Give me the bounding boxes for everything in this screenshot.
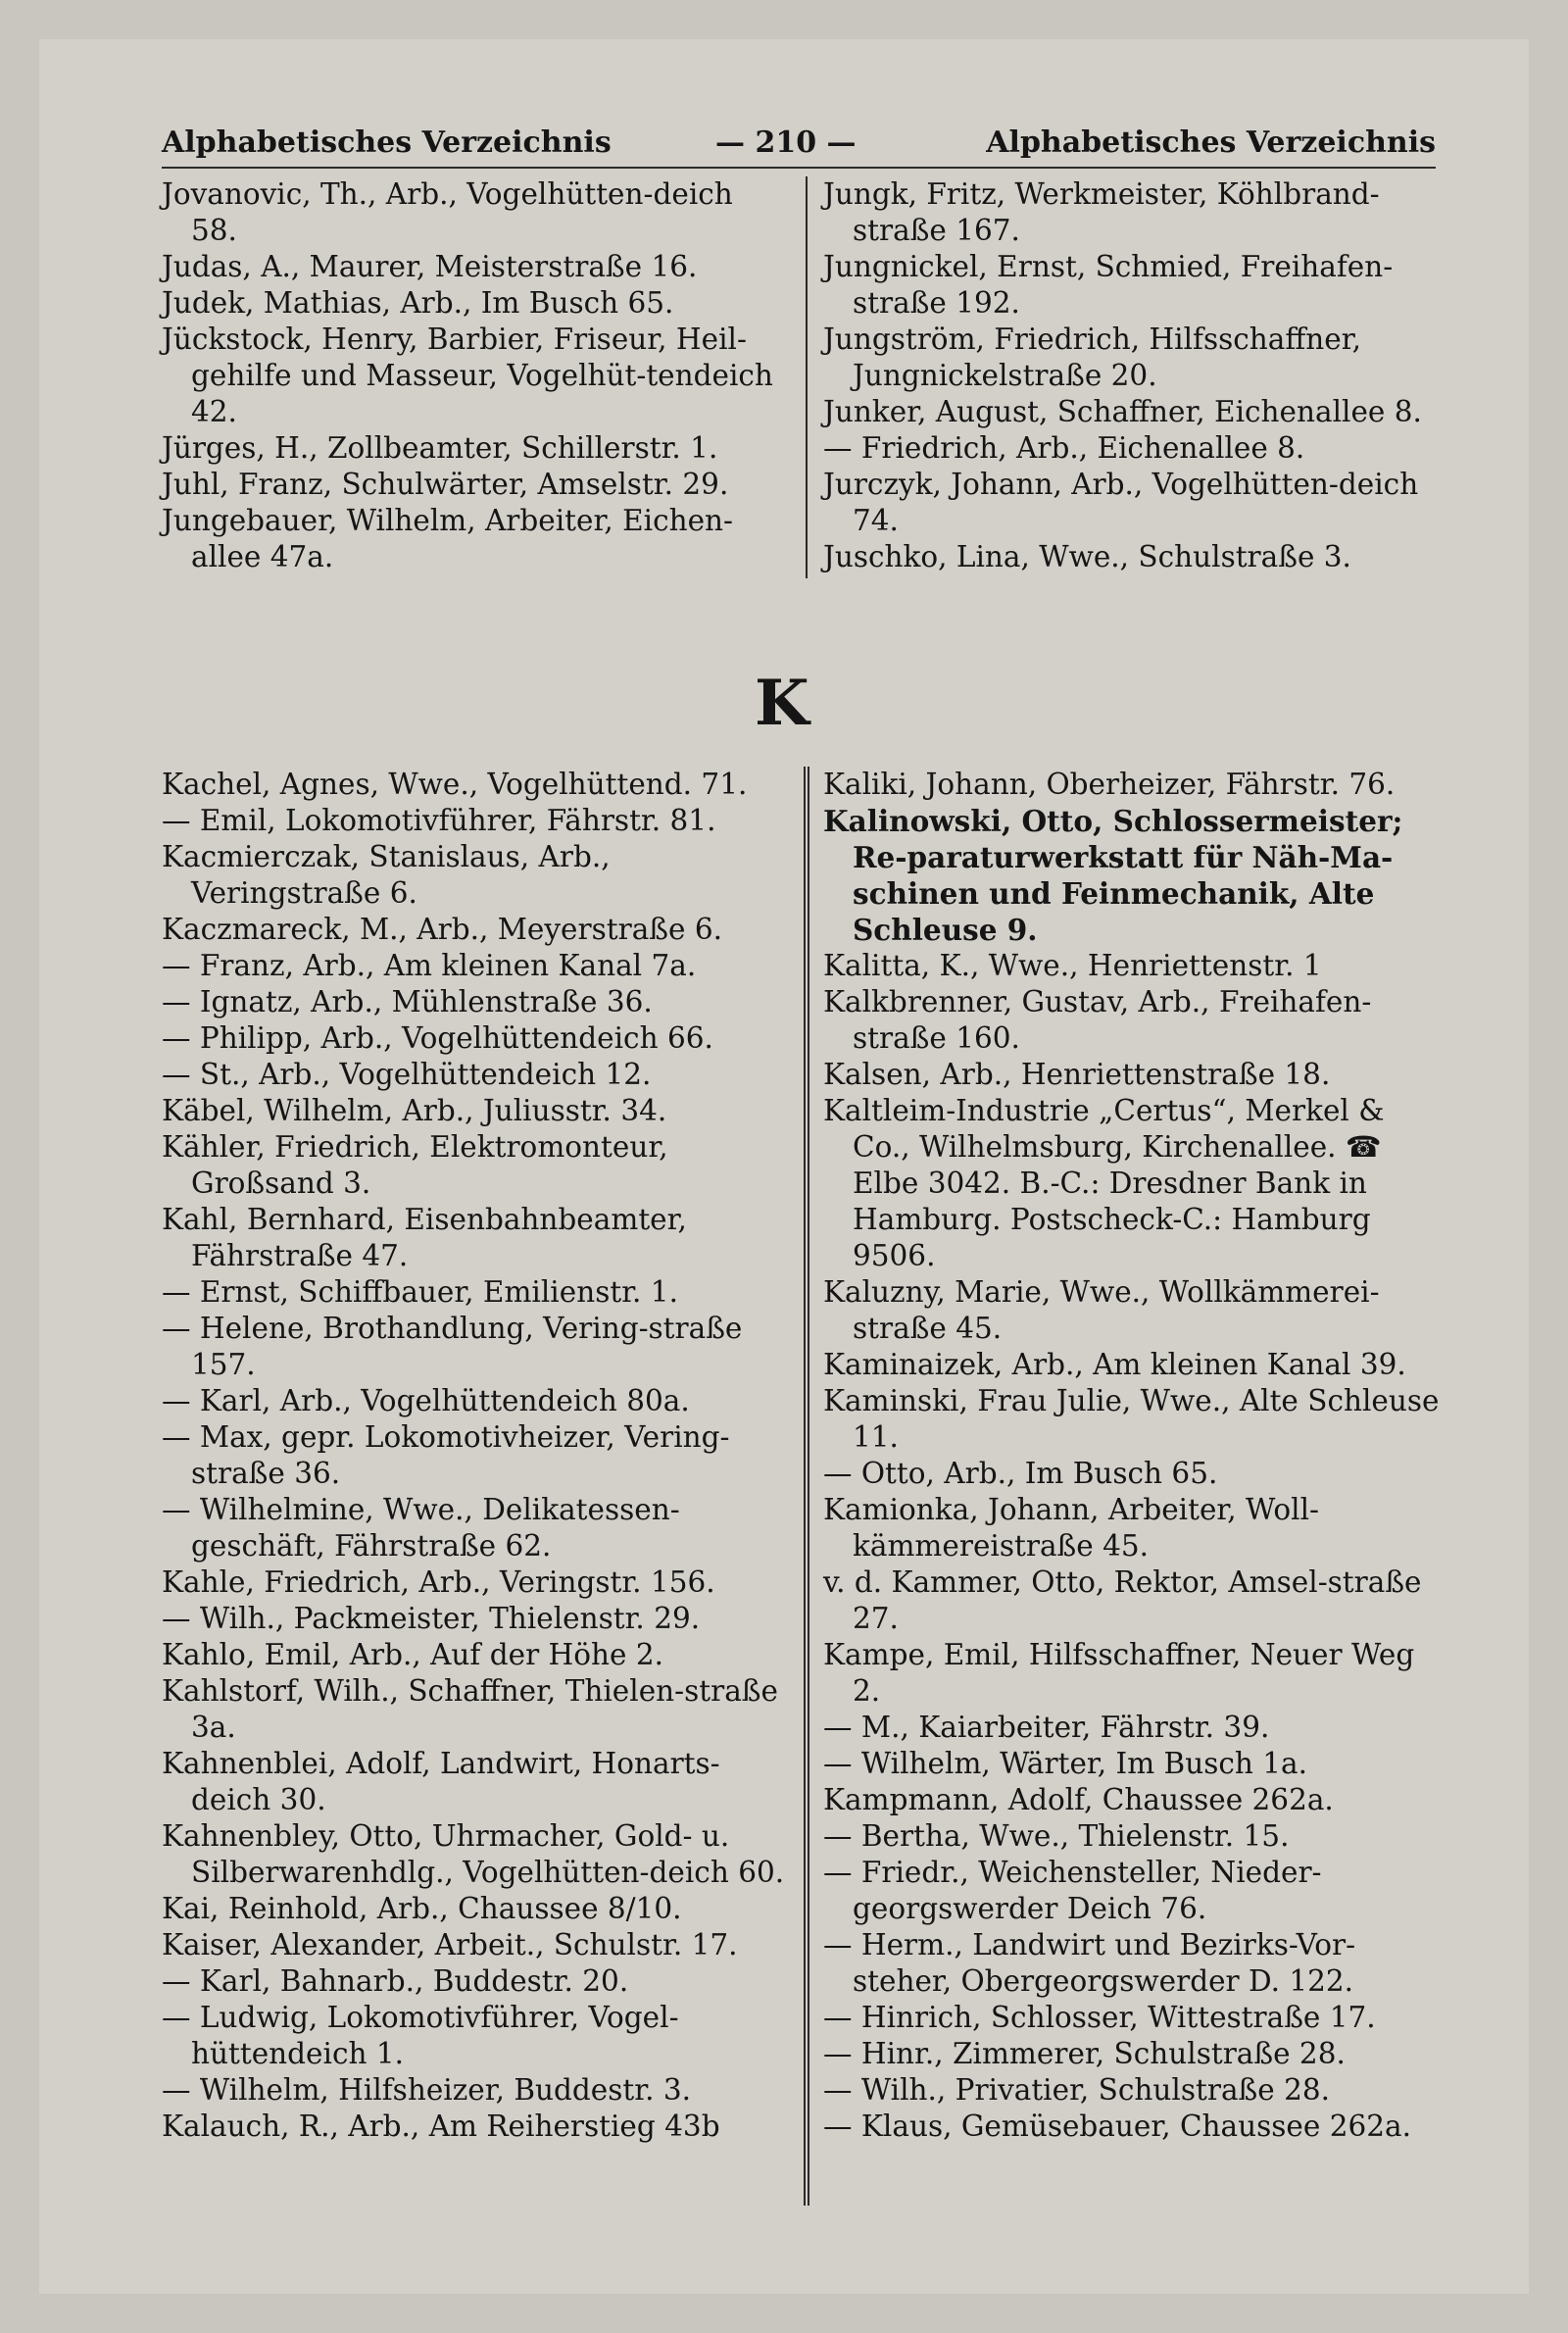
running-head-right: Alphabetisches Verzeichnis <box>986 125 1436 160</box>
directory-entry: Kaminaizek, Arb., Am kleinen Kanal 39. <box>823 1348 1406 1381</box>
directory-entry: Kahnenbley, Otto, Uhrmacher, Gold- u. Silberwarenhdlg., Vogelhütten-deich 60. <box>162 1819 785 1889</box>
directory-entry: — Wilhelmine, Wwe., Delikatessen-geschäft, Fährstraße 62. <box>162 1493 680 1563</box>
directory-entry: Kahlstorf, Wilh., Schaffner, Thielen-straße 3a. <box>162 1674 778 1744</box>
section-letter-heading: K <box>755 667 809 740</box>
directory-entry: Kalsen, Arb., Henriettenstraße 18. <box>823 1058 1331 1091</box>
directory-entry: — Ernst, Schiffbauer, Emilienstr. 1. <box>162 1275 678 1309</box>
column-divider-top <box>806 176 808 578</box>
directory-entry: Kai, Reinhold, Arb., Chaussee 8/10. <box>162 1892 682 1925</box>
directory-entry: Kaiser, Alexander, Arbeit., Schulstr. 17. <box>162 1928 738 1961</box>
directory-entry: — Emil, Lokomotivführer, Fährstr. 81. <box>162 804 716 837</box>
directory-entry: — Otto, Arb., Im Busch 65. <box>823 1457 1218 1490</box>
top-left-column <box>162 176 784 575</box>
directory-entry: — Wilh., Privatier, Schulstraße 28. <box>823 2073 1330 2107</box>
directory-entry: — Wilhelm, Hilfsheizer, Buddestr. 3. <box>162 2073 691 2107</box>
directory-entry: Juschko, Lina, Wwe., Schulstraße 3. <box>823 540 1351 573</box>
directory-entry: Kaliki, Johann, Oberheizer, Fährstr. 76. <box>823 768 1396 801</box>
directory-entry: Jungström, Friedrich, Hilfsschaffner, Jungnickelstraße 20. <box>823 323 1362 392</box>
directory-entry: — M., Kaiarbeiter, Fährstr. 39. <box>823 1711 1270 1744</box>
directory-entry: Kahle, Friedrich, Arb., Veringstr. 156. <box>162 1565 715 1599</box>
directory-entry: Jungnickel, Ernst, Schmied, Freihafen-straße 192. <box>823 250 1394 320</box>
page-number: — 210 — <box>715 125 857 160</box>
directory-entry: Kacmierczak, Stanislaus, Arb., Veringstraße 6. <box>162 840 611 910</box>
directory-entry: v. d. Kammer, Otto, Rektor, Amsel-straße 27. <box>823 1565 1422 1635</box>
directory-entry: Kähler, Friedrich, Elektromonteur, Großsand 3. <box>162 1130 668 1200</box>
directory-entry: Kaltleim-Industrie „Certus“, Merkel & Co., Wilhelmsburg, Kirchenallee. ☎ Elbe 3042. B.-C.: Dresdner Bank in Hamburg. Postscheck-C.: Hamburg 9506. <box>823 1094 1385 1272</box>
directory-entry: — Helene, Brothandlung, Vering-straße 157. <box>162 1312 743 1381</box>
directory-entry: — Friedr., Weichensteller, Nieder-georgswerder Deich 76. <box>823 1856 1322 1925</box>
directory-entry: Kahlo, Emil, Arb., Auf der Höhe 2. <box>162 1638 664 1671</box>
top-right-column <box>823 176 1450 575</box>
directory-entry: Judas, A., Maurer, Meisterstraße 16. <box>162 250 698 283</box>
directory-entry: Jurczyk, Johann, Arb., Vogelhütten-deich 74. <box>823 468 1419 537</box>
directory-entry: Kaczmareck, M., Arb., Meyerstraße 6. <box>162 913 722 946</box>
directory-entry: — Philipp, Arb., Vogelhüttendeich 66. <box>162 1021 713 1055</box>
directory-entry: — Wilh., Packmeister, Thielenstr. 29. <box>162 1602 701 1635</box>
directory-entry: Jungebauer, Wilhelm, Arbeiter, Eichen-allee 47a. <box>162 504 734 573</box>
directory-entry: — Herm., Landwirt und Bezirks-Vor-steher, Obergeorgswerder D. 122. <box>823 1928 1356 1998</box>
directory-entry: — Ignatz, Arb., Mühlenstraße 36. <box>162 985 653 1018</box>
directory-entry: Junker, August, Schaffner, Eichenallee 8. <box>823 395 1422 428</box>
directory-entry: Kalitta, K., Wwe., Henriettenstr. 1 <box>823 949 1322 982</box>
directory-entry: — Hinr., Zimmerer, Schulstraße 28. <box>823 2037 1346 2070</box>
directory-entry: — Friedrich, Arb., Eichenallee 8. <box>823 431 1305 465</box>
running-head-left: Alphabetisches Verzeichnis <box>162 125 612 160</box>
directory-entry: Judek, Mathias, Arb., Im Busch 65. <box>162 286 674 320</box>
bottom-left-column <box>162 767 789 2145</box>
directory-entry: — St., Arb., Vogelhüttendeich 12. <box>162 1058 652 1091</box>
directory-entry: Jungk, Fritz, Werkmeister, Köhlbrand-straße 167. <box>823 177 1380 247</box>
directory-entry: Kalauch, R., Arb., Am Reiherstieg 43b <box>162 2110 720 2143</box>
directory-entry: Kampe, Emil, Hilfsschaffner, Neuer Weg 2. <box>823 1638 1415 1708</box>
directory-entry: Juhl, Franz, Schulwärter, Amselstr. 29. <box>162 468 729 501</box>
directory-entry: — Bertha, Wwe., Thielenstr. 15. <box>823 1819 1290 1853</box>
column-divider-bottom <box>804 767 809 2206</box>
directory-entry: — Klaus, Gemüsebauer, Chaussee 262a. <box>823 2110 1411 2143</box>
directory-entry: Kachel, Agnes, Wwe., Vogelhüttend. 71. <box>162 768 748 801</box>
directory-entry: Käbel, Wilhelm, Arb., Juliusstr. 34. <box>162 1094 667 1127</box>
page-header <box>162 125 1436 169</box>
directory-entry: Kaluzny, Marie, Wwe., Wollkämmerei-straße 45. <box>823 1275 1380 1345</box>
directory-entry: Jürges, H., Zollbeamter, Schillerstr. 1. <box>162 431 718 465</box>
directory-entry: Kampmann, Adolf, Chaussee 262a. <box>823 1783 1334 1816</box>
directory-entry: — Max, gepr. Lokomotivheizer, Vering-straße 36. <box>162 1420 730 1490</box>
directory-entry: Kalkbrenner, Gustav, Arb., Freihafen-straße 160. <box>823 985 1372 1055</box>
directory-entry: Kahnenblei, Adolf, Landwirt, Honarts-deich 30. <box>162 1747 720 1816</box>
directory-entry: — Ludwig, Lokomotivführer, Vogel-hüttendeich 1. <box>162 2001 679 2070</box>
directory-entry: Kalinowski, Otto, Schlossermeister; Re-paraturwerkstatt für Näh-Ma-schinen und Feinmechanik, Alte Schleuse 9. <box>823 804 1403 947</box>
directory-entry: Kahl, Bernhard, Eisenbahnbeamter, Fährstraße 47. <box>162 1203 687 1272</box>
bottom-right-column <box>823 767 1450 2145</box>
directory-entry: — Hinrich, Schlosser, Wittestraße 17. <box>823 2001 1376 2034</box>
directory-entry: — Karl, Arb., Vogelhüttendeich 80a. <box>162 1384 690 1417</box>
directory-entry: — Wilhelm, Wärter, Im Busch 1a. <box>823 1747 1307 1780</box>
directory-entry: Kaminski, Frau Julie, Wwe., Alte Schleuse 11. <box>823 1384 1440 1454</box>
directory-entry: Jückstock, Henry, Barbier, Friseur, Heil-gehilfe und Masseur, Vogelhüt-tendeich 42. <box>162 323 773 428</box>
directory-entry: — Karl, Bahnarb., Buddestr. 20. <box>162 1964 629 1998</box>
directory-entry: Jovanovic, Th., Arb., Vogelhütten-deich 58. <box>162 177 733 247</box>
directory-entry: — Franz, Arb., Am kleinen Kanal 7a. <box>162 949 697 982</box>
directory-entry: Kamionka, Johann, Arbeiter, Woll-kämmereistraße 45. <box>823 1493 1319 1563</box>
